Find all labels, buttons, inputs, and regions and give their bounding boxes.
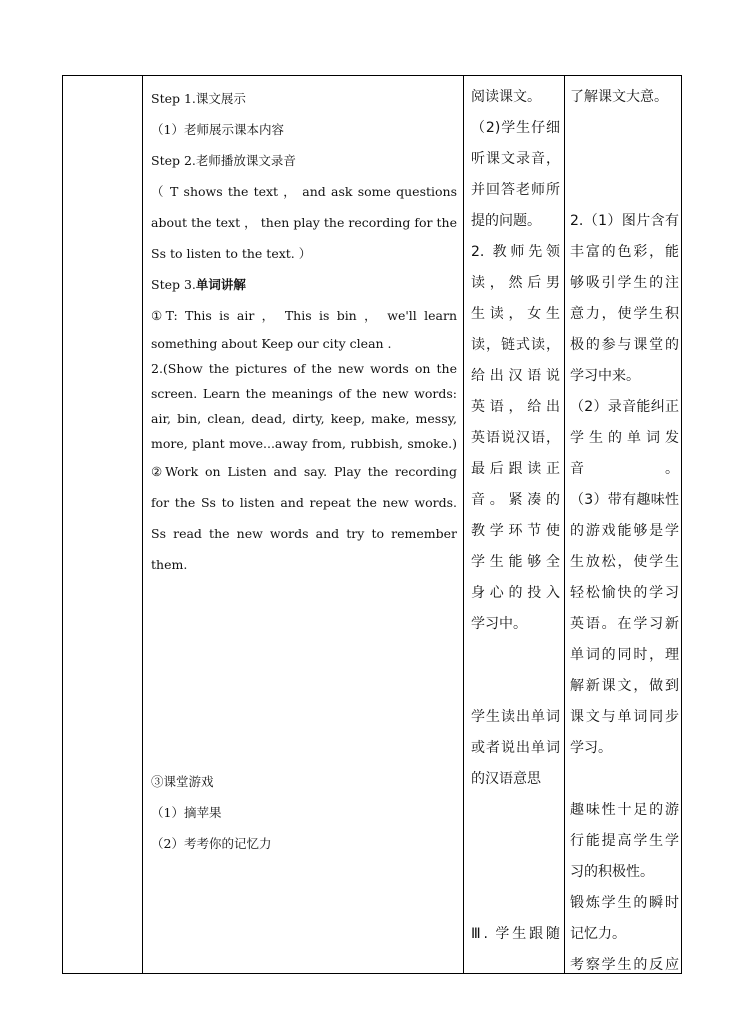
- step-2-desc: about the text ， then play the recording for the: [151, 215, 457, 230]
- item-1: ①T: This is air ， This is bin ， we'll learn: [151, 308, 457, 323]
- student-line: 给出汉语说: [471, 368, 560, 384]
- intent-line: 英语。在学习新: [570, 616, 679, 632]
- item-3: ②Work on Listen and say. Play the recording: [151, 464, 457, 479]
- intent-line: 记忆力。: [570, 926, 626, 942]
- item-1: something about Keep our city clean .: [151, 336, 392, 351]
- student-line: 读，链式读，: [471, 337, 560, 353]
- design-intent-column: [565, 76, 683, 973]
- intent-line: 考察学生的反应: [570, 957, 679, 973]
- student-line: 身心的投入: [471, 585, 560, 601]
- student-line: 最后跟读正: [471, 461, 560, 477]
- item-2: air, bin, clean, dead, dirty, keep, make, messy,: [151, 411, 457, 426]
- intent-line: （2）录音能纠正: [570, 399, 679, 415]
- item-3: Ss read the new words and try to remember: [151, 526, 457, 541]
- student-line: 或者说出单词: [471, 740, 560, 756]
- intent-line: 趣味性十足的游: [570, 802, 679, 818]
- student-line: 阅读课文。: [471, 89, 541, 105]
- item-2: screen. Learn the meanings of the new words:: [151, 386, 457, 401]
- student-line: 英语说汉语，: [471, 430, 560, 446]
- student-line: 教学环节使: [471, 523, 560, 539]
- step-2-desc: Ss to listen to the text. ）: [151, 246, 312, 261]
- intent-line: 了解课文大意。: [570, 89, 668, 105]
- intent-line: 意力，使学生积: [570, 306, 679, 322]
- student-line: 2. 教师先领: [471, 244, 560, 260]
- intent-line: 学习。: [570, 740, 612, 756]
- intent-line: 学生的单词发音。: [570, 430, 679, 477]
- teacher-activities-column: [143, 76, 463, 973]
- student-line: 生读，女生: [471, 306, 560, 322]
- intent-line: 丰富的色彩，能: [570, 244, 679, 260]
- student-line: Ⅲ. 学生跟随: [471, 926, 560, 942]
- student-line: 学习中。: [471, 616, 527, 632]
- intent-line: 轻松愉快的学习: [570, 585, 679, 601]
- student-line: 并回答老师所: [471, 182, 560, 198]
- item-2: 2.(Show the pictures of the new words on the: [151, 361, 457, 376]
- student-line: （2)学生仔细: [471, 120, 560, 136]
- game-title: ③课堂游戏: [151, 774, 214, 789]
- intent-line: 解新课文，做到: [570, 678, 679, 694]
- student-line: 学生能够全: [471, 554, 560, 570]
- item-2: more, plant move...away from, rubbish, smoke.): [151, 436, 457, 451]
- intent-line: 极的参与课堂的: [570, 337, 679, 353]
- student-activities-column: [464, 76, 564, 973]
- intent-line: （3）带有趣味性: [570, 492, 679, 508]
- intent-line: 2.（1）图片含有: [570, 213, 679, 229]
- intent-line: 行能提高学生学: [570, 833, 679, 849]
- step-1-item: （1）老师展示课本内容: [151, 122, 284, 137]
- intent-line: 的游戏能够是学: [570, 523, 679, 539]
- item-3: for the Ss to listen and repeat the new words.: [151, 495, 457, 510]
- step-2-desc: （ T shows the text ， and ask some questions: [151, 184, 457, 199]
- intent-line: 够吸引学生的注: [570, 275, 679, 291]
- student-line: 提的问题。: [471, 213, 541, 229]
- student-line: 音。紧凑的: [471, 492, 560, 508]
- step-3: [151, 269, 457, 300]
- intent-line: 习的积极性。: [570, 864, 654, 880]
- intent-line: 生放松，使学生: [570, 554, 679, 570]
- game-item: （2）考考你的记忆力: [151, 836, 272, 851]
- intent-line: 课文与单词同步: [570, 709, 679, 725]
- student-line: 听课文录音，: [471, 151, 560, 167]
- step-2: Step 2.老师播放课文录音: [151, 153, 296, 168]
- intent-line: 单词的同时，理: [570, 647, 679, 663]
- student-line: 英语，给出: [471, 399, 560, 415]
- item-3: them.: [151, 557, 188, 572]
- lesson-plan-table: [62, 75, 682, 974]
- student-line: 读，然后男: [471, 275, 560, 291]
- game-item: （1）摘苹果: [151, 805, 222, 820]
- intent-line: 学习中来。: [570, 368, 640, 384]
- student-line: 的汉语意思: [471, 771, 541, 787]
- intent-line: 锻炼学生的瞬时: [570, 895, 679, 911]
- step-3-prefix: Step 3.: [151, 277, 196, 292]
- student-line: 学生读出单词: [471, 709, 560, 725]
- step-3-title: 单词讲解: [195, 277, 246, 292]
- step-1: Step 1.课文展示: [151, 91, 246, 106]
